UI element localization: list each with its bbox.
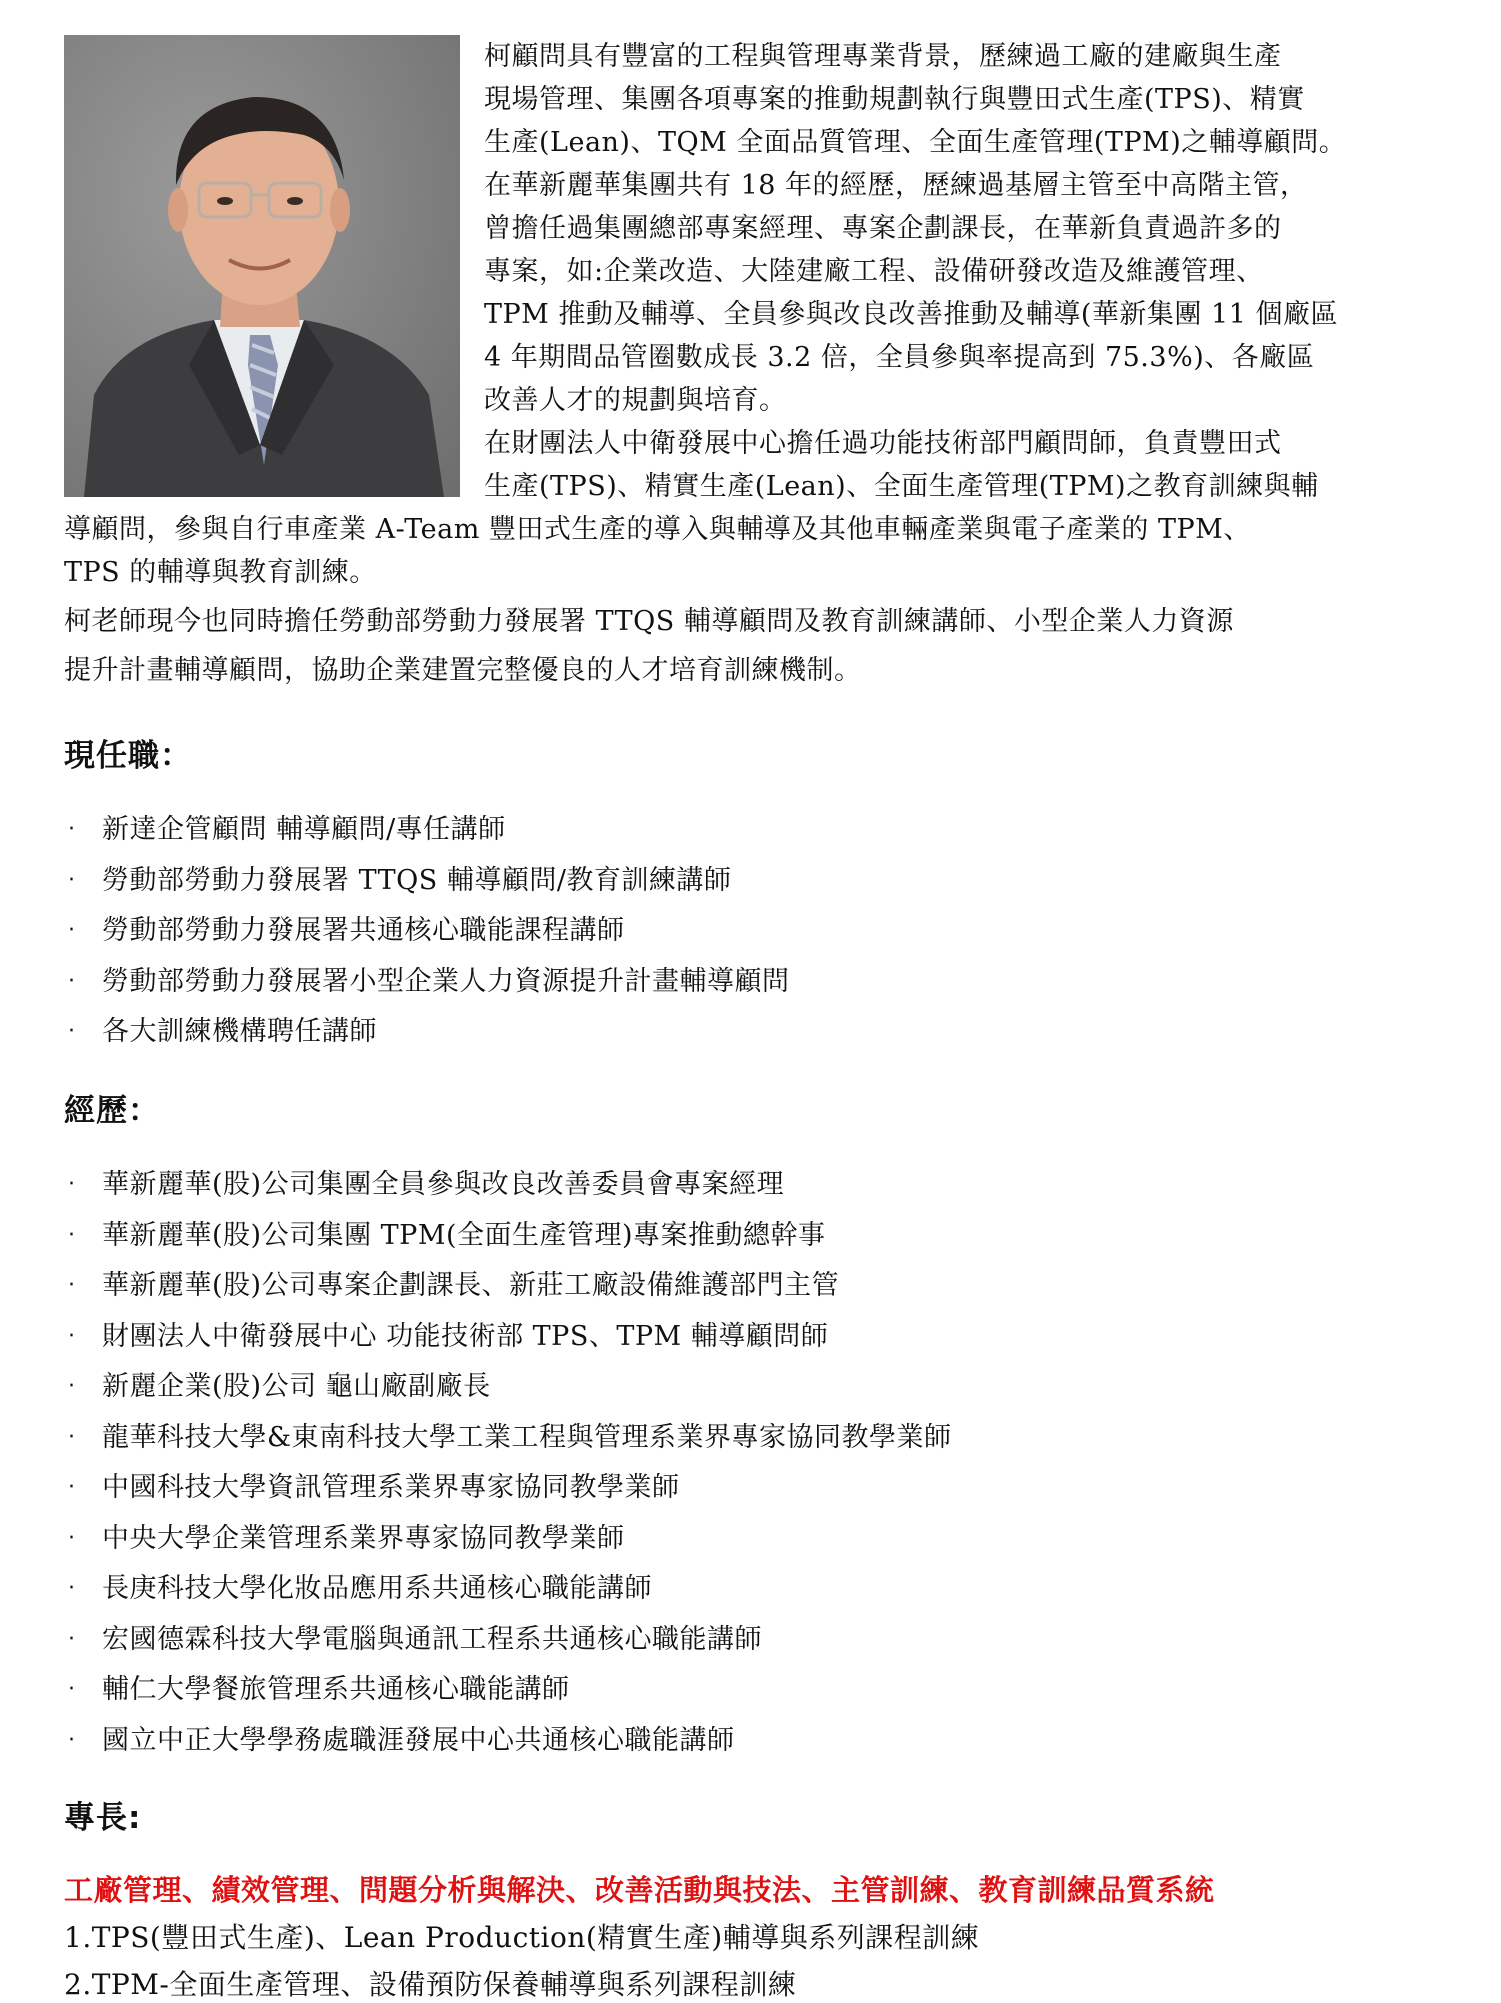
list-item-text: 財團法人中衛發展中心 功能技術部 TPS、TPM 輔導顧問師: [102, 1320, 829, 1352]
bullet: ‧: [68, 1323, 76, 1349]
intro-line: 現場管理、集團各項專案的推動規劃執行與豐田式生產(TPS)、精實: [484, 84, 1305, 115]
intro-line: TPM 推動及輔導、全員參與改良改善推動及輔導(華新集團 11 個廠區: [484, 299, 1338, 330]
list-item: [68, 1261, 952, 1312]
bullet: ‧: [68, 1222, 76, 1248]
current-positions-list: [68, 805, 790, 1058]
bullet: ‧: [68, 817, 76, 842]
bullet: ‧: [68, 1475, 76, 1500]
list-item-text: 勞動部勞動力發展署小型企業人力資源提升計畫輔導顧問: [102, 965, 790, 997]
intro-full-line: 柯老師現今也同時擔任勞動部勞動力發展署 TTQS 輔導顧問及教育訓練講師、小型企業人力資源: [64, 606, 1234, 637]
portrait-photo: [64, 35, 460, 497]
bullet: ‧: [68, 1019, 76, 1044]
expertise-item: 1.TPS(豐田式生產)、Lean Production(精實生產)輔導與系列課程訓練: [64, 1921, 980, 1954]
list-item-text: 中央大學企業管理系業界專家協同教學業師: [102, 1522, 625, 1554]
experience-list: [68, 1160, 952, 1766]
bullet: ‧: [68, 1273, 76, 1298]
list-item-text: 各大訓練機構聘任講師: [102, 1016, 377, 1047]
list-item: [68, 1312, 952, 1363]
bullet: ‧: [68, 1525, 76, 1551]
list-item: [68, 1716, 952, 1767]
intro-full-line: 提升計畫輔導顧問，協助企業建置完整優良的人才培育訓練機制。: [64, 655, 862, 686]
list-item-text: 華新麗華(股)公司專案企劃課長、新莊工廠設備維護部門主管: [102, 1270, 840, 1301]
expertise-item: 2.TPM-全面生產管理、設備預防保養輔導與系列課程訓練: [64, 1968, 797, 2001]
list-item-text: 勞動部勞動力發展署共通核心職能課程講師: [102, 915, 625, 946]
list-item: [68, 1413, 952, 1464]
intro-line: 在華新麗華集團共有 18 年的經歷，歷練過基層主管至中高階主管，: [484, 170, 1308, 201]
list-item: [68, 856, 790, 907]
bullet: ‧: [68, 1727, 76, 1753]
expertise-heading: 專長:: [64, 1800, 142, 1836]
list-item-text: 輔仁大學餐旅管理系共通核心職能講師: [102, 1674, 570, 1705]
bullet: ‧: [68, 1677, 76, 1702]
list-item-text: 長庚科技大學化妝品應用系共通核心職能講師: [102, 1573, 652, 1604]
intro-line: 曾擔任過集團總部專案經理、專案企劃課長，在華新負責過許多的: [484, 213, 1282, 244]
list-item: [68, 906, 790, 957]
intro-line: 專案，如:企業改造、大陸建廠工程、設備研發改造及維護管理、: [484, 256, 1264, 287]
bullet: ‧: [68, 968, 76, 994]
list-item-text: 國立中正大學學務處職涯發展中心共通核心職能講師: [102, 1724, 735, 1756]
list-item: [68, 1463, 952, 1514]
list-item: [68, 1665, 952, 1716]
bullet: ‧: [68, 1626, 76, 1652]
experience-heading: 經歷：: [64, 1093, 160, 1129]
intro-line: 柯顧問具有豐富的工程與管理專業背景，歷練過工廠的建廠與生產: [484, 41, 1282, 72]
intro-full-line: TPS 的輔導與教育訓練。: [64, 557, 377, 588]
intro-line: 生產(TPS)、精實生產(Lean)、全面生產管理(TPM)之教育訓練與輔: [484, 471, 1319, 502]
list-item: [68, 1514, 952, 1565]
list-item: [68, 1615, 952, 1666]
list-item: [68, 957, 790, 1008]
bullet: ‧: [68, 1424, 76, 1450]
list-item-text: 新麗企業(股)公司 龜山廠副廠長: [102, 1371, 491, 1402]
current-positions-heading: 現任職：: [64, 738, 192, 774]
intro-line: 改善人才的規劃與培育。: [484, 385, 787, 416]
list-item-text: 華新麗華(股)公司集團 TPM(全面生產管理)專案推動總幹事: [102, 1219, 826, 1251]
list-item: [68, 805, 790, 856]
list-item-text: 華新麗華(股)公司集團全員參與改良改善委員會專案經理: [102, 1169, 785, 1200]
bullet: ‧: [68, 867, 76, 893]
expertise-highlight: 工廠管理、績效管理、問題分析與解決、改善活動與技法、主管訓練、教育訓練品質系統: [64, 1873, 1215, 1907]
list-item: [68, 1160, 952, 1211]
list-item-text: 新達企管顧問 輔導顧問/專任講師: [102, 814, 506, 845]
bullet: ‧: [68, 1576, 76, 1601]
list-item-text: 勞動部勞動力發展署 TTQS 輔導顧問/教育訓練講師: [102, 864, 732, 896]
intro-line: 生產(Lean)、TQM 全面品質管理、全面生產管理(TPM)之輔導顧問。: [484, 127, 1347, 158]
list-item: [68, 1564, 952, 1615]
bullet: ‧: [68, 1374, 76, 1399]
list-item: [68, 1211, 952, 1262]
list-item: [68, 1007, 790, 1058]
intro-line: 在財團法人中衛發展中心擔任過功能技術部門顧問師，負責豐田式: [484, 428, 1282, 459]
list-item-text: 宏國德霖科技大學電腦與通訊工程系共通核心職能講師: [102, 1623, 762, 1655]
intro-line: 4 年期間品管圈數成長 3.2 倍，全員參與率提高到 75.3%)、各廠區: [484, 342, 1315, 373]
list-item: [68, 1362, 952, 1413]
bullet: ‧: [68, 1172, 76, 1197]
list-item-text: 中國科技大學資訊管理系業界專家協同教學業師: [102, 1472, 680, 1503]
list-item-text: 龍華科技大學&東南科技大學工業工程與管理系業界專家協同教學業師: [102, 1421, 952, 1453]
bullet: ‧: [68, 918, 76, 943]
intro-full-line: 導顧問，參與自行車產業 A-Team 豐田式生產的導入與輔導及其他車輛產業與電子產業的 TPM、: [64, 514, 1251, 545]
